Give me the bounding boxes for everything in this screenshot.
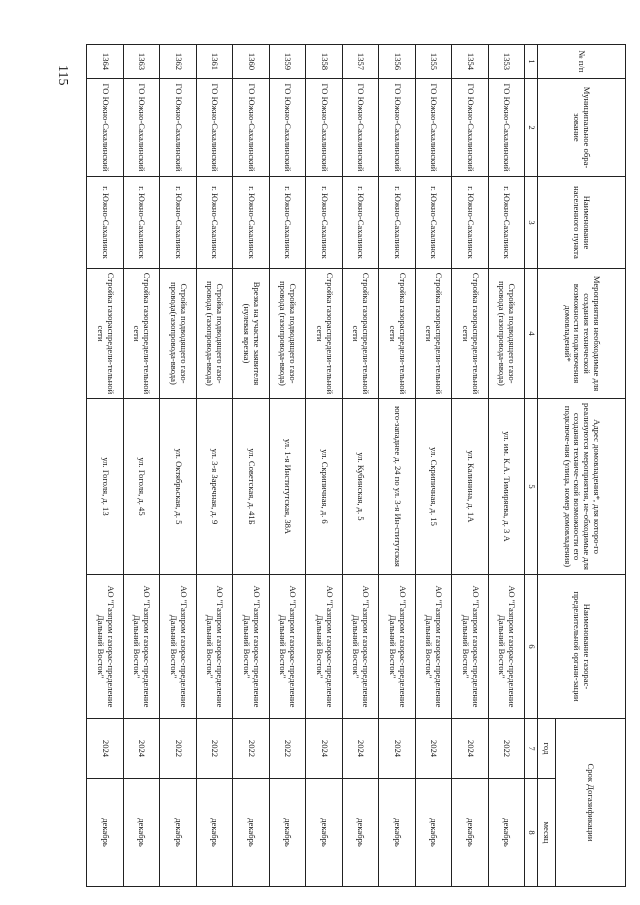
cell-year: 2024 [342, 719, 379, 779]
cell-event: Врезка на участке заявителя (нулевая врезка) [233, 269, 270, 399]
cell-address: ул. 1-я Институтская, 38А [269, 399, 306, 575]
cell-municipality: ГО Южно-Сахалинский [342, 79, 379, 177]
table-row [379, 45, 416, 887]
cell-month: декабрь [379, 779, 416, 887]
cell-municipality: ГО Южно-Сахалинский [415, 79, 452, 177]
cell-event: Стройка газораспредели-тельной сети [342, 269, 379, 399]
cell-num: 1359 [269, 45, 306, 79]
header-address: Адрес домовладения*, для которо-го реализуются мероприятия, не-обходимые для создания техниче-ской возможности его подключе-ния (улица, номер домовладения) [538, 399, 626, 575]
cell-month: декабрь [196, 779, 233, 887]
cell-org: АО "Газпром газорас-пределение Дальний Восток" [123, 575, 160, 719]
cell-event: Стройка подводящего газо-провода (газопровода-ввода) [269, 269, 306, 399]
cell-address: ул. Гоголя, д. 45 [123, 399, 160, 575]
cell-org: АО "Газпром газорас-пределение Дальний Восток" [160, 575, 197, 719]
cell-municipality: ГО Южно-Сахалинский [196, 79, 233, 177]
cell-municipality: ГО Южно-Сахалинский [123, 79, 160, 177]
cell-num: 1355 [415, 45, 452, 79]
cell-settlement: г. Южно-Сахалинск [233, 177, 270, 269]
cell-org: АО "Газпром газорас-пределение Дальний Восток" [488, 575, 525, 719]
cell-address: ул. Советская, д. 41Б [233, 399, 270, 575]
cell-org: АО "Газпром газорас-пределение Дальний Восток" [196, 575, 233, 719]
cell-municipality: ГО Южно-Сахалинский [233, 79, 270, 177]
column-number: 4 [525, 269, 538, 399]
cell-year: 2024 [123, 719, 160, 779]
table-body [87, 45, 525, 887]
cell-settlement: г. Южно-Сахалинск [160, 177, 197, 269]
cell-event: Стройка подводящего газо-провода (газопровода-ввода) [196, 269, 233, 399]
cell-address: ул. Скрипичная, д. 6 [306, 399, 343, 575]
cell-month: декабрь [488, 779, 525, 887]
header-org: Наименование газорас-пределительной органи-зации [538, 575, 626, 719]
cell-address: ул. Кубинская, д. 5 [342, 399, 379, 575]
cell-year: 2024 [415, 719, 452, 779]
cell-month: декабрь [306, 779, 343, 887]
cell-address: ул. 3-я Заречная, д. 9 [196, 399, 233, 575]
cell-settlement: г. Южно-Сахалинск [269, 177, 306, 269]
cell-month: декабрь [269, 779, 306, 887]
table-row [488, 45, 525, 887]
cell-municipality: ГО Южно-Сахалинский [269, 79, 306, 177]
cell-year: 2024 [87, 719, 124, 779]
header-month: месяц [538, 779, 556, 887]
table-header [525, 45, 626, 887]
cell-org: АО "Газпром газорас-пределение Дальний Восток" [415, 575, 452, 719]
page-number: 115 [55, 65, 70, 86]
cell-event: Стройка газораспредели-тельной сети [379, 269, 416, 399]
column-number-row [525, 45, 538, 887]
cell-address: ул. Гоголя, д. 13 [87, 399, 124, 575]
column-number: 1 [525, 45, 538, 79]
cell-settlement: г. Южно-Сахалинск [196, 177, 233, 269]
cell-month: декабрь [342, 779, 379, 887]
cell-org: АО "Газпром газорас-пределение Дальний Восток" [452, 575, 489, 719]
cell-year: 2024 [306, 719, 343, 779]
cell-month: декабрь [87, 779, 124, 887]
cell-address: ул. Октябрьская, д. 5 [160, 399, 197, 575]
column-number: 8 [525, 779, 538, 887]
cell-num: 1360 [233, 45, 270, 79]
cell-settlement: г. Южно-Сахалинск [342, 177, 379, 269]
column-number: 2 [525, 79, 538, 177]
header-year: год [538, 719, 556, 779]
column-number: 7 [525, 719, 538, 779]
cell-num: 1356 [379, 45, 416, 79]
cell-address: ул. Скрипичная, д. 15 [415, 399, 452, 575]
table-row [123, 45, 160, 887]
table-row [306, 45, 343, 887]
cell-event: Стройка газораспредели-тельной сети [87, 269, 124, 399]
table-row [233, 45, 270, 887]
cell-year: 2022 [488, 719, 525, 779]
cell-settlement: г. Южно-Сахалинск [306, 177, 343, 269]
cell-year: 2024 [379, 719, 416, 779]
cell-settlement: г. Южно-Сахалинск [379, 177, 416, 269]
cell-address: юго-западнее д. 24 по ул. 3-я Ин-ститутская [379, 399, 416, 575]
cell-municipality: ГО Южно-Сахалинский [87, 79, 124, 177]
cell-month: декабрь [415, 779, 452, 887]
cell-month: декабрь [452, 779, 489, 887]
header-event: Мероприятия необходимые для создания технической возможности подключения домовладений* [538, 269, 626, 399]
column-number: 5 [525, 399, 538, 575]
cell-year: 2022 [233, 719, 270, 779]
cell-org: АО "Газпром газорас-пределение Дальний Восток" [269, 575, 306, 719]
header-settlement: Наименование населенного пункта [538, 177, 626, 269]
table-row [87, 45, 124, 887]
column-number: 3 [525, 177, 538, 269]
cell-event: Стройка газораспредели-тельной сети [306, 269, 343, 399]
cell-org: АО "Газпром газорас-пределение Дальний Восток" [342, 575, 379, 719]
column-number: 6 [525, 575, 538, 719]
cell-year: 2022 [269, 719, 306, 779]
rotated-table-wrapper [86, 44, 626, 886]
cell-municipality: ГО Южно-Сахалинский [488, 79, 525, 177]
cell-num: 1357 [342, 45, 379, 79]
table-row [415, 45, 452, 887]
header-num: № п/п [538, 45, 626, 79]
header-municipality: Муниципальное обра-зование [538, 79, 626, 177]
table-row [160, 45, 197, 887]
cell-month: декабрь [233, 779, 270, 887]
table-row [269, 45, 306, 887]
cell-num: 1363 [123, 45, 160, 79]
cell-num: 1364 [87, 45, 124, 79]
cell-settlement: г. Южно-Сахалинск [123, 177, 160, 269]
cell-org: АО "Газпром газорас-пределение Дальний Восток" [306, 575, 343, 719]
cell-settlement: г. Южно-Сахалинск [415, 177, 452, 269]
cell-org: АО "Газпром газорас-пределение Дальний Восток" [233, 575, 270, 719]
cell-event: Стройка подводящего газо-провода(газопровода-ввода) [160, 269, 197, 399]
cell-year: 2022 [196, 719, 233, 779]
cell-num: 1361 [196, 45, 233, 79]
cell-num: 1353 [488, 45, 525, 79]
cell-num: 1358 [306, 45, 343, 79]
table-row [452, 45, 489, 887]
table-row [342, 45, 379, 887]
cell-year: 2022 [160, 719, 197, 779]
cell-event: Стройка газораспредели-тельной сети [123, 269, 160, 399]
cell-settlement: г. Южно-Сахалинск [488, 177, 525, 269]
cell-event: Стройка газораспредели-тельной сети [415, 269, 452, 399]
cell-month: декабрь [123, 779, 160, 887]
cell-settlement: г. Южно-Сахалинск [452, 177, 489, 269]
cell-org: АО "Газпром газорас-пределение Дальний Восток" [87, 575, 124, 719]
gasification-table [86, 44, 626, 887]
cell-event: Стройка подводящего газо-провода (газопровода-ввода) [488, 269, 525, 399]
cell-org: АО "Газпром газорас-пределение Дальний Восток" [379, 575, 416, 719]
cell-month: декабрь [160, 779, 197, 887]
cell-municipality: ГО Южно-Сахалинский [160, 79, 197, 177]
cell-num: 1362 [160, 45, 197, 79]
cell-settlement: г. Южно-Сахалинск [87, 177, 124, 269]
header-deadline: Срок Догазификации [556, 719, 626, 887]
cell-event: Стройка газораспредели-тельной сети [452, 269, 489, 399]
table-row [196, 45, 233, 887]
cell-municipality: ГО Южно-Сахалинский [306, 79, 343, 177]
cell-municipality: ГО Южно-Сахалинский [452, 79, 489, 177]
cell-year: 2024 [452, 719, 489, 779]
cell-num: 1354 [452, 45, 489, 79]
cell-address: ул. им. К.А. Тимиряева, д. 3 А [488, 399, 525, 575]
document-sheet [86, 44, 626, 886]
cell-municipality: ГО Южно-Сахалинский [379, 79, 416, 177]
cell-address: ул. Калинина, д. 1А [452, 399, 489, 575]
